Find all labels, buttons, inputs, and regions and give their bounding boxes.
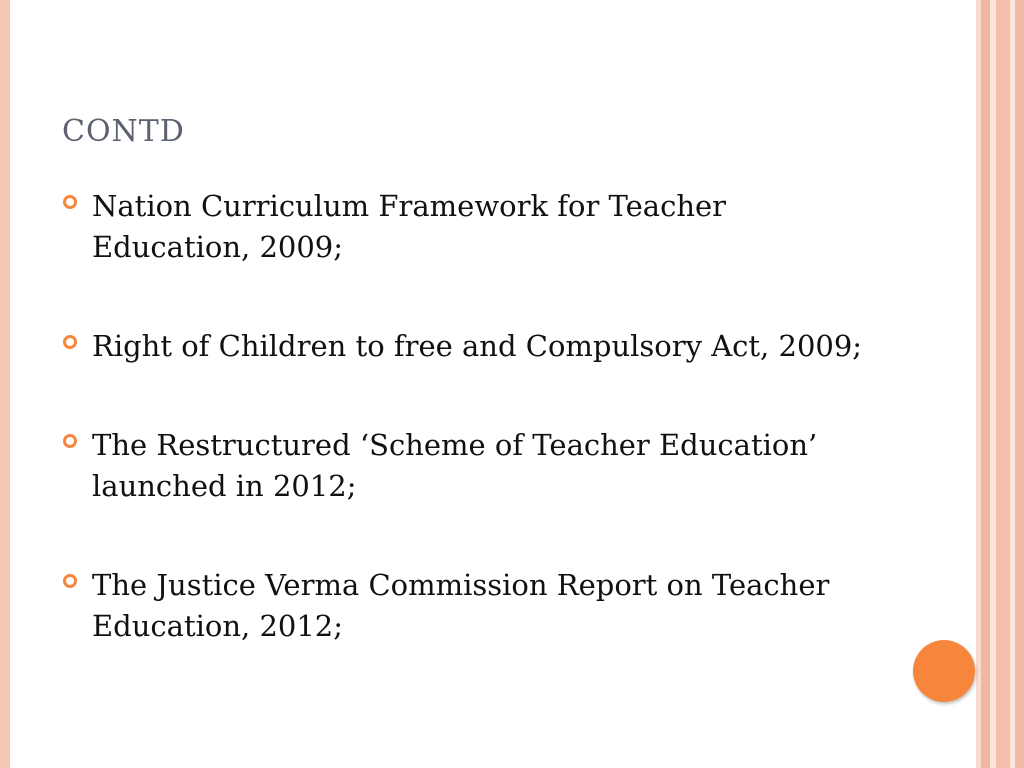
bullet-item <box>62 425 892 507</box>
bullet-item <box>62 186 892 268</box>
bullet-item <box>62 565 892 647</box>
bullet-list <box>62 186 892 705</box>
orange-circle-decoration <box>913 640 975 702</box>
bullet-text: Right of Children to free and Compulsory Act, 2009; <box>92 329 863 363</box>
ring-bullet-icon <box>62 194 78 210</box>
bullet-text: The Restructured ‘Scheme of Teacher Education’ launched in 2012; <box>92 428 818 503</box>
slide-title: CONTD <box>62 114 185 149</box>
ring-bullet-icon <box>62 334 78 350</box>
bullet-text: Nation Curriculum Framework for Teacher Education, 2009; <box>92 189 727 264</box>
bullet-item <box>62 326 892 367</box>
right-decorative-stripe <box>996 0 1010 768</box>
bullet-text: The Justice Verma Commission Report on Teacher Education, 2012; <box>92 568 830 643</box>
right-decorative-stripe <box>1015 0 1024 768</box>
right-decorative-stripe <box>981 0 990 768</box>
ring-bullet-icon <box>62 573 78 589</box>
ring-bullet-icon <box>62 433 78 449</box>
left-decorative-stripe <box>0 0 10 768</box>
